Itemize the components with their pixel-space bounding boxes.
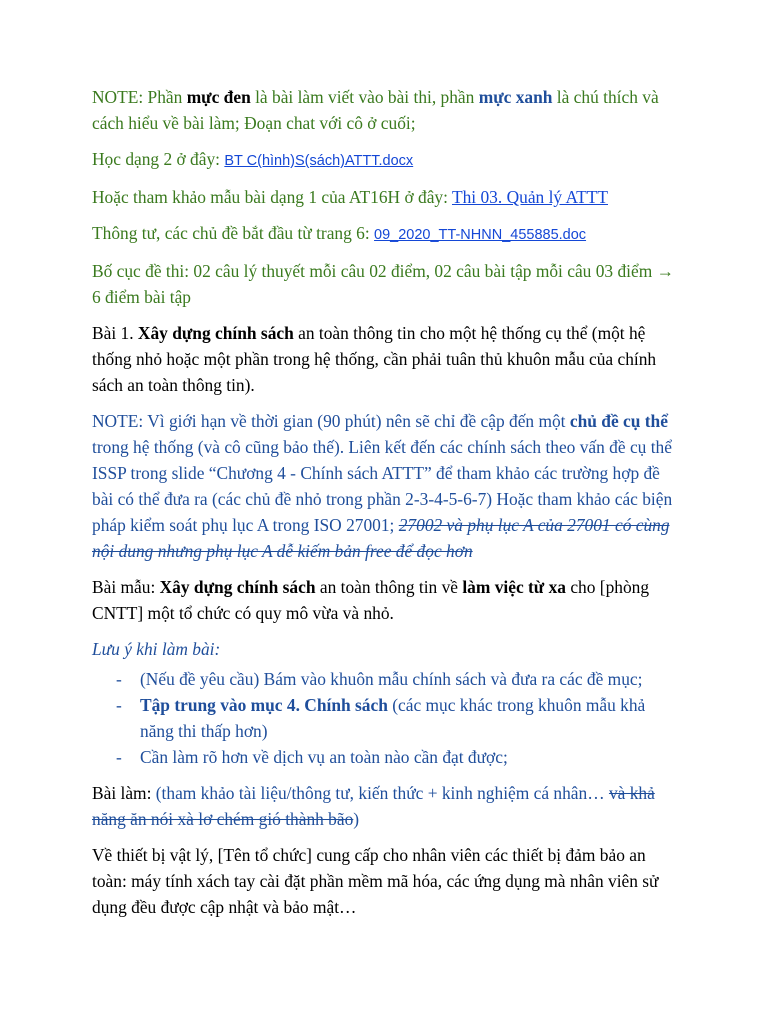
list-item-bold: Tập trung vào mục 4. Chính sách [140,695,388,715]
dash-bullet-icon: - [116,669,122,689]
line-dang2 [92,146,682,174]
bai-lam [92,780,682,832]
list-item [92,692,682,744]
list-item-text: Cần làm rõ hơn về dịch vụ an toàn nào cần đạt được; [140,747,508,767]
line-dang1 [92,184,682,210]
note-intro-bold-blue: mực xanh [478,87,553,107]
luu-y-heading: Lưu ý khi làm bài: [92,639,221,659]
note-intro-mid: là bài làm viết vào bài thi, phần [250,87,479,107]
note-intro-suffix: là chú thích và cách hiểu về bài làm; Đoạn chat với cô ở cuối; [92,87,659,133]
bai-mau-bold1: Xây dựng chính sách [159,577,316,597]
link-bt-chinh-sach-docx[interactable]: BT C(hình)S(sách)ATTT.docx [224,153,414,169]
bai-mau-mid: an toàn thông tin về [315,577,463,597]
note-intro [92,84,682,136]
bai-1-prefix: Bài 1. [92,323,138,343]
link-thong-tu-doc[interactable]: 09_2020_TT-NHNN_455885.doc [374,227,587,243]
list-item [92,744,682,770]
list-item-text: (các mục khác trong khuôn mẫu khả năng thi thấp hơn) [140,695,646,741]
bai-mau [92,574,682,626]
bai-mau-suffix: cho [phòng CNTT] một tổ chức có quy mô vừa và nhỏ. [92,577,650,623]
line-thongtu-text: Thông tư, các chủ đề bắt đầu từ trang 6: [92,223,375,243]
document-page [92,84,682,920]
line-thongtu [92,220,682,248]
bai-mau-prefix: Bài mẫu: [92,577,160,597]
note-intro-bold-black: mực đen [186,87,251,107]
note-gioi-han [92,408,682,564]
dash-bullet-icon: - [116,747,122,767]
bai-mau-bold2: làm việc từ xa [462,577,566,597]
bai-lam-prefix: Bài làm: [92,783,156,803]
bai-1 [92,320,682,398]
luu-y-list [92,666,682,770]
bai-1-suffix: an toàn thông tin cho một hệ thống cụ thể (một hệ thống nhỏ hoặc một phần trong hệ thống, cần phải tuân thủ khuôn mẫu của chính sách an toàn thông tin). [92,323,657,395]
list-item-text: (Nếu đề yêu cầu) Bám vào khuôn mẫu chính sách và đưa ra các đề mục; [140,669,643,689]
bai-lam-struck: và khả năng ăn nói xà lơ chém gió thành bão [92,783,655,829]
note-gioi-han-prefix: NOTE: Vì giới hạn về thời gian (90 phút) nên sẽ chỉ đề cập đến một [92,411,570,431]
bai-lam-close: ) [353,809,360,829]
line-dang1-text: Hoặc tham khảo mẫu bài dạng 1 của AT16H ở đây: [92,187,452,207]
note-gioi-han-suffix: trong hệ thống (và cô cũng bảo thế). Liên kết đến các chính sách theo vấn đề cụ thể ISSP trong slide “Chương 4 - Chính sách ATTT” để tham khảo các trường hợp đề bài có thể đưa ra (các chủ đề nhỏ trong phần 2-3-4-5-6-7) Hoặc tham khảo các biện pháp kiểm soát phụ lục A trong ISO 27001; [92,437,673,535]
line-dang2-text: Học dạng 2 ở đây: [92,149,225,169]
bai-1-bold: Xây dựng chính sách [137,323,294,343]
note-intro-prefix: NOTE: Phần [92,87,187,107]
dash-bullet-icon: - [116,695,122,715]
line-bo-cuc: Bố cục đề thi: 02 câu lý thuyết mỗi câu 02 điểm, 02 câu bài tập mỗi câu 03 điểm → 6 điểm bài tập [92,261,674,307]
note-gioi-han-bold: chủ đề cụ thể [569,411,668,431]
bai-lam-note: (tham khảo tài liệu/thông tư, kiến thức + kinh nghiệm cá nhân… [155,783,609,803]
note-gioi-han-struck: 27002 và phụ lục A của 27001 có cùng nội dung nhưng phụ lục A dễ kiếm bản free để đọc hơn [92,515,670,561]
link-thi-03[interactable]: Thi 03. Quản lý ATTT [451,187,608,207]
thiet-bi-paragraph: Về thiết bị vật lý, [Tên tổ chức] cung cấp cho nhân viên các thiết bị đảm bảo an toàn: máy tính xách tay cài đặt phần mềm mã hóa, các ứng dụng mà nhân viên sử dụng đều được cập nhật và bảo mật… [92,845,659,917]
list-item [92,666,682,692]
